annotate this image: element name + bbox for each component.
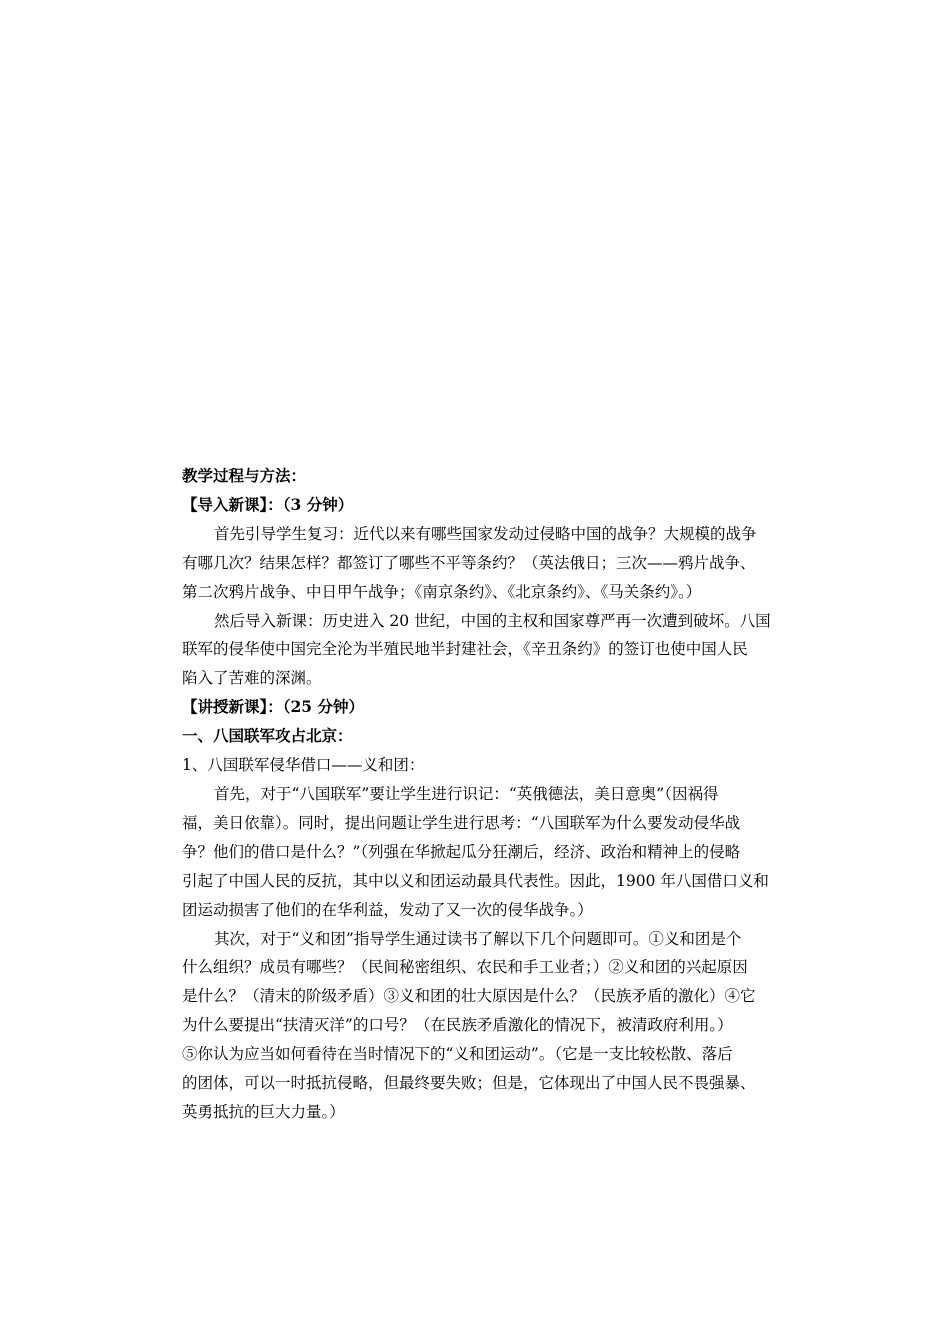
paragraph-line: 的团体，可以一时抵抗侵略，但最终要失败；但是，它体现出了中国人民不畏强暴、	[182, 1074, 756, 1093]
lecture-heading	[182, 693, 816, 722]
paragraph-line: 陷入了苦难的深渊。	[182, 669, 322, 688]
paragraph-line: 第二次鸦片战争、中日甲午战争；《南京条约》、《北京条约》、《马关条约》。）	[182, 582, 702, 601]
paragraph-line: 其次，对于“义和团”指导学生通过读书了解以下几个问题即可。①义和团是个	[214, 929, 742, 948]
paragraph-line: 首先，对于“八国联军”要让学生进行识记：“英俄德法，美日意奥”（因祸得	[214, 784, 719, 803]
intro-heading	[182, 491, 816, 520]
lecture-paragraph-2	[182, 925, 816, 1127]
section-heading-teaching-process: 教学过程与方法：	[182, 466, 307, 485]
intro-paragraph-2	[182, 607, 816, 694]
paragraph-line: 首先引导学生复习：近代以来有哪些国家发动过侵略中国的战争？大规模的战争	[214, 524, 757, 543]
paragraph-line: 然后导入新课：历史进入 20 世纪，中国的主权和国家尊严再一次遭到破坏。八国	[214, 611, 771, 630]
paragraph-line: 为什么要提出“扶清灭洋”的口号？（在民族矛盾激化的情况下，被清政府利用。）	[182, 1016, 733, 1035]
paragraph-line: 引起了中国人民的反抗，其中以义和团运动最具代表性。因此，1900 年八国借口义和	[182, 871, 769, 890]
paragraph-line: 有哪几次？结果怎样？都签订了哪些不平等条约？（英法俄日；三次——鸦片战争、	[182, 553, 756, 572]
paragraph-line: 福，美日依靠）。同时，提出问题让学生进行思考：“八国联军为什么要发动侵华战	[182, 813, 741, 832]
document-body	[182, 462, 816, 1127]
subsection-1-heading: 1、八国联军侵华借口——义和团：	[182, 756, 425, 775]
section-1-heading: 一、八国联军攻占北京：	[182, 726, 353, 746]
lecture-heading-label: 【讲授新课】	[182, 697, 268, 717]
intro-paragraph-1	[182, 520, 816, 607]
paragraph-line: ⑤你认为应当如何看待在当时情况下的“义和团运动”。（它是一支比较松散、落后	[182, 1045, 733, 1064]
intro-heading-label: 【导入新课】	[182, 494, 268, 514]
paragraph-line: 是什么？（清末的阶级矛盾）③义和团的壮大原因是什么？（民族矛盾的激化）④它	[182, 987, 756, 1006]
intro-heading-time: ：（3 分钟）	[267, 494, 354, 514]
lecture-paragraph-1	[182, 780, 816, 925]
paragraph-line: 什么组织？成员有哪些？（民间秘密组织、农民和手工业者；）②义和团的兴起原因	[182, 958, 748, 977]
paragraph-line: 争？他们的借口是什么？”（列强在华掀起瓜分狂潮后，经济、政治和精神上的侵略	[182, 842, 741, 861]
paragraph-line: 英勇抵抗的巨大力量。）	[182, 1102, 345, 1121]
paragraph-line: 联军的侵华使中国完全沦为半殖民地半封建社会，《辛丑条约》的签订也使中国人民	[182, 640, 748, 659]
paragraph-line: 团运动损害了他们的在华利益，发动了又一次的侵华战争。）	[182, 900, 593, 919]
lecture-heading-time: ：（25 分钟）	[267, 697, 364, 717]
